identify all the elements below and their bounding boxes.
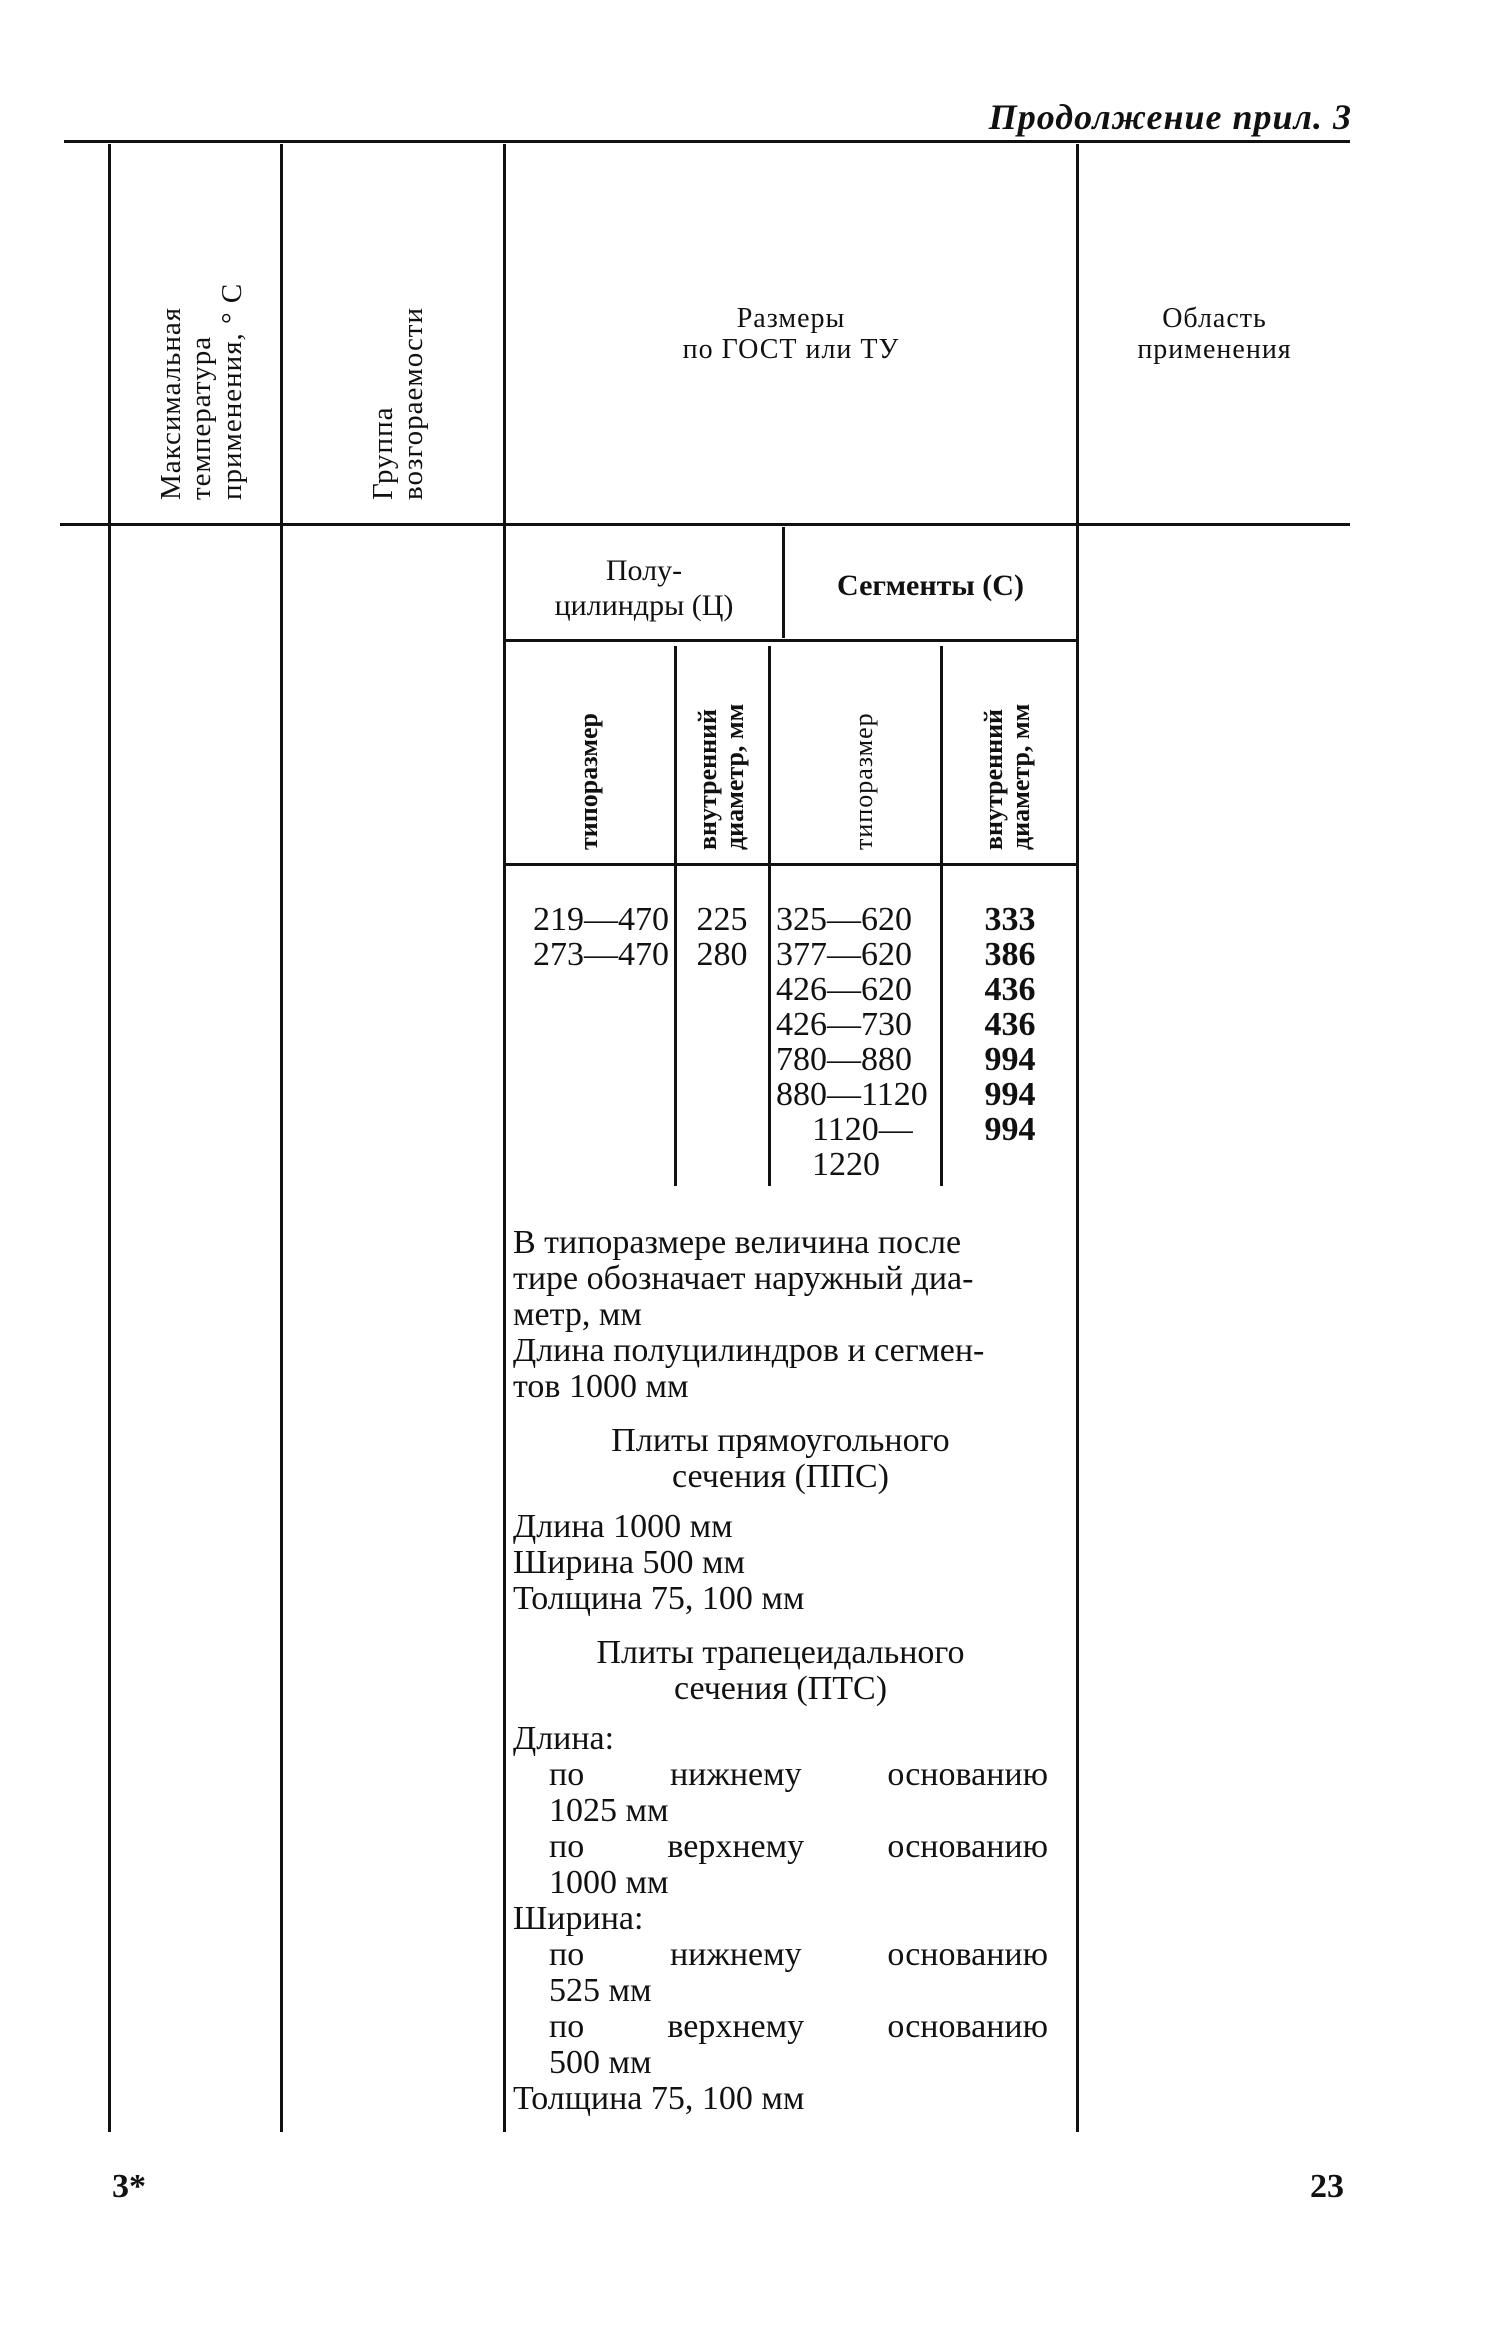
pps-thickness: Толщина 75, 100 мм xyxy=(513,1580,805,1617)
note-length: Длина полуцилиндров и сегмен- тов 1000 мм xyxy=(513,1332,985,1405)
list-item: 994 xyxy=(984,1076,1036,1113)
header-bottom-rule xyxy=(60,523,1350,526)
list-item: 426—620 xyxy=(776,971,912,1008)
list-item: 780—880 xyxy=(776,1041,912,1078)
list-item: 333 xyxy=(984,901,1036,938)
pts-width-lower-value: 525 мм xyxy=(549,1972,652,2009)
seg-inner-diam-list xyxy=(946,902,1074,1147)
pts-width-lower: по нижнему основанию xyxy=(549,1936,1048,1973)
pps-width: Ширина 500 мм xyxy=(513,1544,746,1581)
header-sizes: Размеры по ГОСТ или ТУ xyxy=(682,303,900,365)
list-item: 377—620 xyxy=(776,936,912,973)
table-top-rule xyxy=(64,140,1350,143)
hc-type-size-list xyxy=(506,902,669,972)
header-application-area: Область применения xyxy=(1137,303,1292,365)
pts-length-upper: по верхнему основанию xyxy=(549,1828,1048,1865)
pps-length: Длина 1000 мм xyxy=(513,1508,733,1545)
list-item: 325—620 xyxy=(776,901,912,938)
col-divider-seg xyxy=(940,646,943,1186)
list-item: 994 xyxy=(984,1041,1036,1078)
col-header-bottom-rule xyxy=(506,863,1076,866)
table-left-border xyxy=(108,144,111,2132)
pts-length-label: Длина: xyxy=(513,1720,615,1757)
list-item: 1220 xyxy=(812,1146,880,1183)
col-divider-hc xyxy=(674,646,677,1186)
list-item: 386 xyxy=(984,936,1036,973)
page-number: 23 xyxy=(1310,2168,1344,2205)
list-item: 426—730 xyxy=(776,1006,912,1043)
list-item: 436 xyxy=(984,971,1036,1008)
pts-length-lower: по нижнему основанию xyxy=(549,1756,1048,1793)
list-item: 880—1120 xyxy=(776,1076,928,1113)
list-item: 436 xyxy=(984,1006,1036,1043)
col-divider-3 xyxy=(1076,144,1079,2132)
pts-thickness: Толщина 75, 100 мм xyxy=(513,2080,805,2117)
list-item: 994 xyxy=(984,1111,1036,1148)
subheader-segments: Сегменты (С) xyxy=(837,569,1024,602)
list-item: 225 xyxy=(696,901,748,938)
pps-title: Плиты прямоугольного сечения (ППС) xyxy=(611,1422,950,1495)
header-max-temp: Максимальная температура применения, ° С xyxy=(155,282,248,500)
list-item: 1120— xyxy=(812,1111,913,1148)
header-flammability: Группа возгораемости xyxy=(367,306,430,500)
pts-width-upper: по верхнему основанию xyxy=(549,2008,1048,2045)
pts-length-upper-value: 1000 мм xyxy=(549,1864,669,1901)
list-item: 219—470 xyxy=(533,901,669,938)
pts-length-lower-value: 1025 мм xyxy=(549,1792,669,1829)
continuation-caption: Продолжение прил. 3 xyxy=(988,97,1352,137)
col-divider-2 xyxy=(503,144,506,2132)
sizes-notes-block xyxy=(513,1225,1048,2117)
pts-width-upper-value: 500 мм xyxy=(549,2044,652,2081)
hc-inner-diam-list xyxy=(678,902,766,972)
seg-type-size-list xyxy=(776,902,938,1182)
note-typesize: В типоразмере величина после тире обозначает наружный диа- метр, мм xyxy=(513,1224,974,1333)
colheader-seg-type-size: типоразмер xyxy=(849,712,878,850)
subheader-bottom-rule xyxy=(506,639,1076,642)
pts-width-label: Ширина: xyxy=(513,1900,644,1937)
footer-signature-mark: 3* xyxy=(112,2168,146,2205)
colheader-hc-type-size: типоразмер xyxy=(574,713,603,850)
col-divider-1 xyxy=(280,144,283,2132)
col-divider-hc-seg xyxy=(768,646,771,1186)
pts-title: Плиты трапецеидального сечения (ПТС) xyxy=(596,1634,965,1707)
list-item: 280 xyxy=(696,936,748,973)
colheader-hc-inner-diam: внутренний диаметр, мм xyxy=(693,703,750,850)
colheader-seg-inner-diam: внутренний диаметр, мм xyxy=(979,703,1036,850)
list-item: 273—470 xyxy=(533,936,669,973)
subheader-half-cylinders: Полу- цилиндры (Ц) xyxy=(554,554,734,622)
